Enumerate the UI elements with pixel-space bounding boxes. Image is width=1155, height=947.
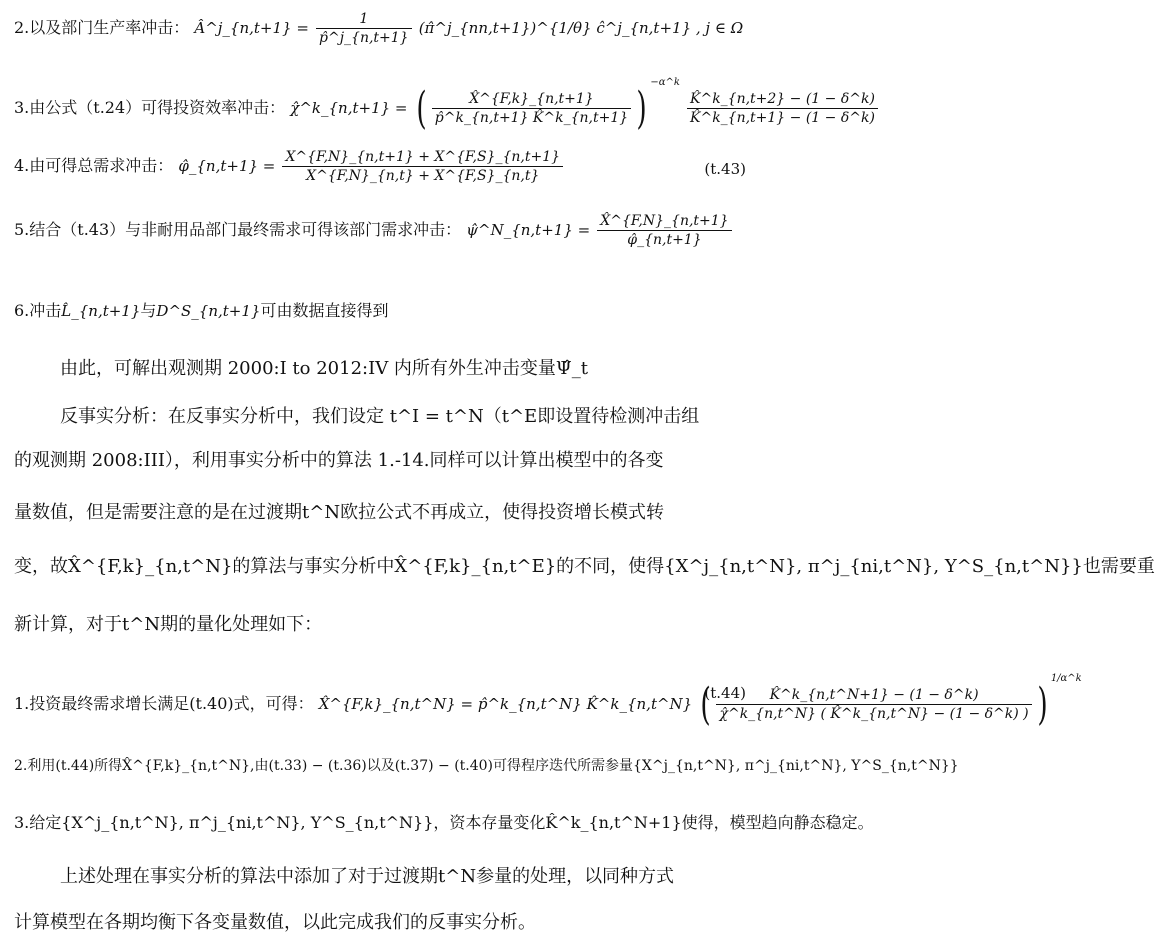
- item-4-numerator: X^{F,N}_{n,t+1} + X^{F,S}_{n,t+1}: [282, 148, 563, 167]
- step-1-numerator: K̂^k_{n,t^N+1} − (1 − δ^k): [716, 686, 1031, 705]
- item-3-inner-denominator: p̂^k_{n,t+1} K̂^k_{n,t+1}: [434, 110, 629, 126]
- item-3-outer-fraction: [687, 90, 878, 127]
- item-3-formula-lhs: χ̂^k_{n,t+1} =: [290, 99, 408, 117]
- item-6-suffix: 可由数据直接得到: [260, 301, 389, 320]
- item-4-fraction: [282, 148, 563, 185]
- paragraph-counterfactual-line-4: 变，故X̂^{F,k}_{n,t^N}的算法与事实分析中X̂^{F,k}_{n,t^E}的不同，使得{X^j_{n,t^N}, π^j_{ni,t^N}, Y^S_{n,t^N}}也需要重: [14, 556, 1155, 577]
- item-2-fraction: [316, 10, 412, 47]
- item-5-formula-lhs: ψ̂^N_{n,t+1} =: [466, 221, 591, 239]
- right-paren: ): [636, 82, 647, 134]
- item-3-investment-efficiency-shock: [14, 72, 875, 134]
- left-paren: (: [700, 678, 712, 730]
- closing-paragraph-line-1: 上述处理在事实分析的算法中添加了对于过渡期t^N参量的处理，以同种方式: [60, 866, 675, 887]
- paragraph-solve-shocks: 由此，可解出观测期 2000:I to 2012:IV 内所有外生冲击变量Ψ̂_t: [60, 358, 588, 379]
- item-6-prefix: 6.冲击: [14, 301, 62, 320]
- item-3-inner-numerator: X̂^{F,k}_{n,t+1}: [432, 90, 631, 109]
- item-4-aggregate-demand-shock: [14, 148, 818, 185]
- item-5-numerator: X̂^{F,N}_{n,t+1}: [597, 212, 731, 231]
- item-2-productivity-shock: [14, 10, 818, 47]
- step-3-steady-state: 3.给定{X^j_{n,t^N}, π^j_{ni,t^N}, Y^S_{n,t^N}}，资本存量变化K̂^k_{n,t^N+1}使得，模型趋向静态稳定。: [14, 813, 874, 832]
- item-3-outer-numerator: K̂^k_{n,t+2} − (1 − δ^k): [687, 90, 878, 109]
- step-1-formula-lhs: X̂^{F,k}_{n,t^N} = p̂^k_{n,t^N} K̂^k_{n,t^N}: [318, 695, 693, 713]
- item-2-formula-rest: (π̂^j_{nn,t+1})^{1/θ} ĉ^j_{n,t+1} , j ∈ Ω: [418, 19, 744, 37]
- item-6-symbol-D: D^S_{n,t+1}: [156, 302, 261, 320]
- item-5-denominator: φ̂_{n,t+1}: [627, 232, 702, 248]
- equation-number-t43: (t.43): [704, 160, 746, 178]
- step-1-denominator: χ̂^k_{n,t^N} ( K̂^k_{n,t^N} − (1 − δ^k) ): [719, 706, 1029, 722]
- item-4-formula-lhs: φ̂_{n,t+1} =: [178, 157, 276, 175]
- left-paren: (: [416, 82, 427, 134]
- item-4-label: 4.由可得总需求冲击：: [14, 156, 174, 175]
- paragraph-counterfactual-line-1: 反事实分析：在反事实分析中，我们设定 t^I = t^N（t^E即设置待检测冲击组: [60, 406, 700, 427]
- item-3-label: 3.由公式（t.24）可得投资效率冲击：: [14, 98, 286, 117]
- item-5-sector-demand-shock: [14, 212, 818, 249]
- paragraph-counterfactual-line-3: 量数值，但是需要注意的是在过渡期t^N欧拉公式不再成立，使得投资增长模式转: [14, 502, 665, 523]
- step-1-power: 1/α^k: [1050, 673, 1082, 684]
- item-5-label: 5.结合（t.43）与非耐用品部门最终需求可得该部门需求冲击：: [14, 220, 462, 239]
- item-3-inner-fraction: [432, 90, 631, 127]
- item-2-numerator: 1: [316, 10, 412, 29]
- item-6-direct-data-shocks: [14, 300, 818, 322]
- item-6-mid: 与: [140, 301, 157, 320]
- item-5-fraction: [597, 212, 731, 249]
- step-2-iteration-parameters: 2.利用(t.44)所得X̂^{F,k}_{n,t^N},由(t.33) − (t.36)以及(t.37) − (t.40)可得程序迭代所需参量{X^j_{n,t^N}, π^j_{ni,t^N}, Y^S_{n,t^N}}: [14, 758, 959, 774]
- step-1-fraction: [716, 686, 1031, 723]
- item-2-denominator: p̂^j_{n,t+1}: [319, 30, 409, 46]
- closing-paragraph-line-2: 计算模型在各期均衡下各变量数值，以此完成我们的反事实分析。: [14, 912, 536, 933]
- item-6-symbol-L: L̂_{n,t+1}: [61, 302, 141, 320]
- item-4-denominator: X^{F,N}_{n,t} + X^{F,S}_{n,t}: [306, 168, 540, 184]
- paragraph-counterfactual-line-5: 新计算，对于t^N期的量化处理如下：: [14, 614, 323, 635]
- item-2-label: 2.以及部门生产率冲击：: [14, 18, 190, 37]
- paragraph-counterfactual-line-2: 的观测期 2008:III），利用事实分析中的算法 1.-14.同样可以计算出模型中的各变: [14, 450, 664, 471]
- item-3-outer-denominator: K̂^k_{n,t+1} − (1 − δ^k): [690, 110, 875, 126]
- item-2-formula-lhs: Â^j_{n,t+1} =: [194, 19, 309, 37]
- item-3-power: −α^k: [650, 77, 680, 88]
- step-1-label: 1.投资最终需求增长满足(t.40)式，可得：: [14, 694, 314, 713]
- equation-number-t44: (t.44): [704, 684, 746, 702]
- right-paren: ): [1037, 678, 1048, 730]
